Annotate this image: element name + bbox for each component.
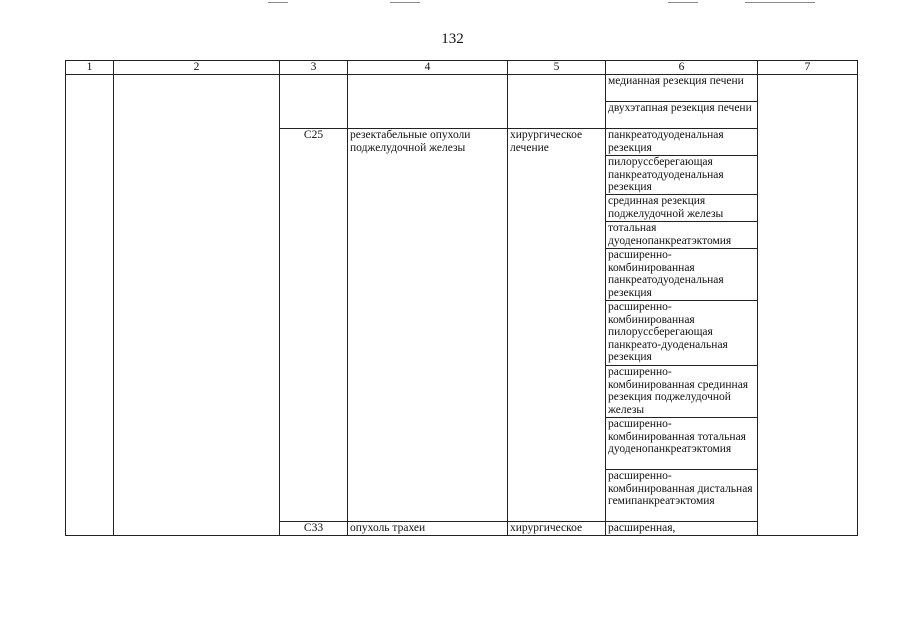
procedure-cell: тотальная дуоденопанкреатэктомия xyxy=(606,222,758,249)
icd-code-cell: С25 xyxy=(280,129,348,522)
column-number-row xyxy=(66,61,858,75)
page-number: 132 xyxy=(441,31,464,47)
procedure-cell: расширенно-комбинированная срединная резекция поджелудочной железы xyxy=(606,366,758,418)
cell-col7 xyxy=(758,75,858,536)
treatment-cell xyxy=(508,75,606,129)
procedure-cell: расширенная, xyxy=(606,522,758,536)
column-header: 4 xyxy=(348,61,508,75)
procedure-cell: срединная резекция поджелудочной железы xyxy=(606,195,758,222)
procedure-cell: расширенно-комбинированная дистальная гемипанкреатэктомия xyxy=(606,470,758,522)
column-header: 1 xyxy=(66,61,114,75)
procedure-cell: двухэтапная резекция печени xyxy=(606,102,758,129)
procedure-cell: медианная резекция печени xyxy=(606,75,758,102)
icd-code-cell xyxy=(280,75,348,129)
column-header: 7 xyxy=(758,61,858,75)
column-header: 6 xyxy=(606,61,758,75)
cell-col2 xyxy=(114,75,280,536)
procedure-cell: пилоруссберегающая панкреатодуоденальная резекция xyxy=(606,156,758,195)
top-scan-marks xyxy=(0,0,905,6)
treatment-cell: хирургическое лечение xyxy=(508,129,606,522)
condition-cell: опухоль трахеи xyxy=(348,522,508,536)
icd-code-cell: С33 xyxy=(280,522,348,536)
procedure-cell: расширенно-комбинированная панкреатодуоденальная резекция xyxy=(606,249,758,301)
treatment-cell: хирургическое xyxy=(508,522,606,536)
procedures-table xyxy=(65,60,858,536)
procedure-cell: панкреатодуоденальная резекция xyxy=(606,129,758,156)
column-header: 3 xyxy=(280,61,348,75)
condition-cell: резектабельные опухоли поджелудочной железы xyxy=(348,129,508,522)
procedure-cell: расширенно-комбинированная пилоруссберегающая панкреато-дуоденальная резекция xyxy=(606,301,758,366)
condition-cell xyxy=(348,75,508,129)
table-row xyxy=(66,75,858,102)
cell-col1 xyxy=(66,75,114,536)
procedure-cell: расширенно-комбинированная тотальная дуоденопанкреатэктомия xyxy=(606,418,758,470)
column-header: 5 xyxy=(508,61,606,75)
column-header: 2 xyxy=(114,61,280,75)
